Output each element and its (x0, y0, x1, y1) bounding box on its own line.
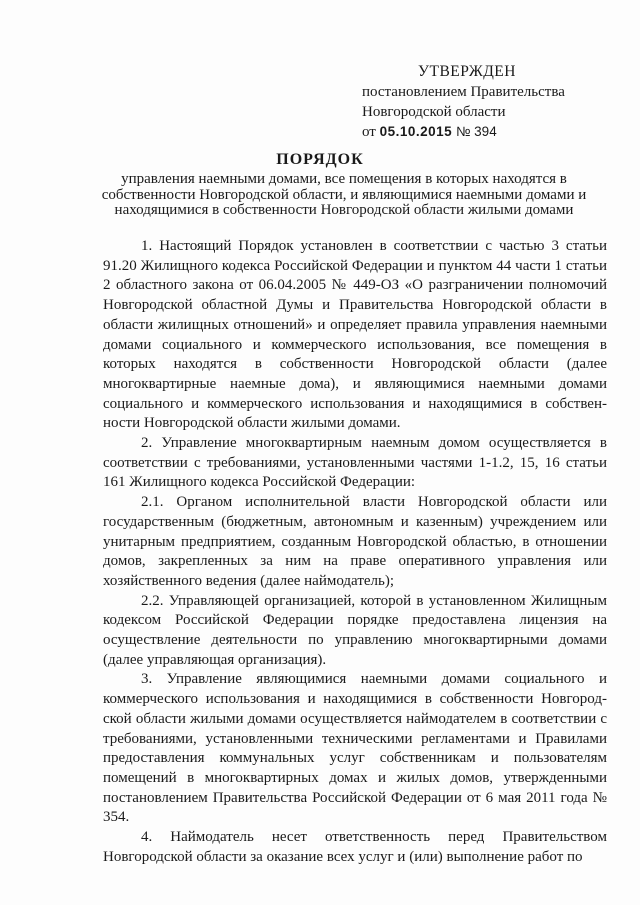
paragraph-1: 1. Настоящий Порядок установлен в соответствии с частью 3 статьи 91.20 Жилищного кодекса Российской Федерации и пунктом 44 части 1 статьи 2 областного закона от 06.04.2005 № 449-ОЗ «О разграничении полномочий Новгородской областной Думы и Правительства Новгородской области в области жилищных отношений» и определяет правила управления наемными домами социального и коммерческого использования, все помещения в которых находятся в собственности Новгородской области (далее многоквартирные наемные дома), и являющимися наемными домами социального и коммерческого использования и находящимися в собственности Новгородской области жилыми домами. (103, 238, 607, 432)
subtitle-line: собственности Новгородской области, и являющимися наемными домами и (101, 186, 587, 203)
document-body (103, 237, 607, 868)
paragraph-4: 4. Наймодатель несет ответственность перед Правительством Новгородской области за оказание всех услуг и (или) выполнение работ по (103, 829, 607, 865)
subtitle-line: находящимися в собственности Новгородской области жилыми домами (114, 202, 574, 218)
paragraph-3: 3. Управление являющимися наемными домами социального и коммерческого использования и находящимися в собственности Новгородской области жилыми домами осуществляется наймодателем в соответствии с требованиями, установленными техническими регламентами и Правилами предоставления коммунальных услуг собственникам и пользователям помещений в многоквартирных домах и жилых домов, утвержденными постановлением Правительства Российской Федерации от 6 мая 2011 года № 354. (103, 671, 607, 826)
approval-heading: УТВЕРЖДЕН (418, 63, 516, 80)
document-title: ПОРЯДОК (276, 151, 364, 168)
document-subtitle (70, 172, 618, 219)
approval-date-line (362, 122, 622, 142)
approval-date-prefix: от (362, 124, 376, 140)
paragraph-2: 2. Управление многоквартирным наемным домом осуществляется в соответствии с требованиями, установленными частями 1-1.2, 15, 16 статьи 161 Жилищного кодекса Российской Федерации: (103, 435, 607, 491)
subtitle-line: управления наемными домами, все помещения в которых находятся в (121, 171, 567, 187)
approval-stamp-block (362, 62, 622, 142)
approval-line-1: постановлением Правительства (362, 84, 565, 100)
approval-number-value: 394 (474, 124, 497, 139)
paragraph-2-2: 2.2. Управляющей организацией, которой в установленном Жилищным кодексом Российской Федерации порядке предоставлена лицензия на осуществление деятельности по управлению многоквартирными домами (далее управляющая организация). (103, 592, 607, 668)
paragraph-2-1: 2.1. Органом исполнительной власти Новгородской области или государственным (бюджетным, автономным и казенным) учреждением или унитарным предприятием, созданным Новгородской областью, в отношении домов, закрепленных за ним на праве оперативного управления или хозяйственного ведения (далее наймодатель); (103, 494, 607, 589)
approval-line-2: Новгородской области (362, 104, 506, 120)
approval-date-value: 05.10.2015 (379, 124, 453, 139)
approval-number-sign: № (455, 124, 471, 139)
